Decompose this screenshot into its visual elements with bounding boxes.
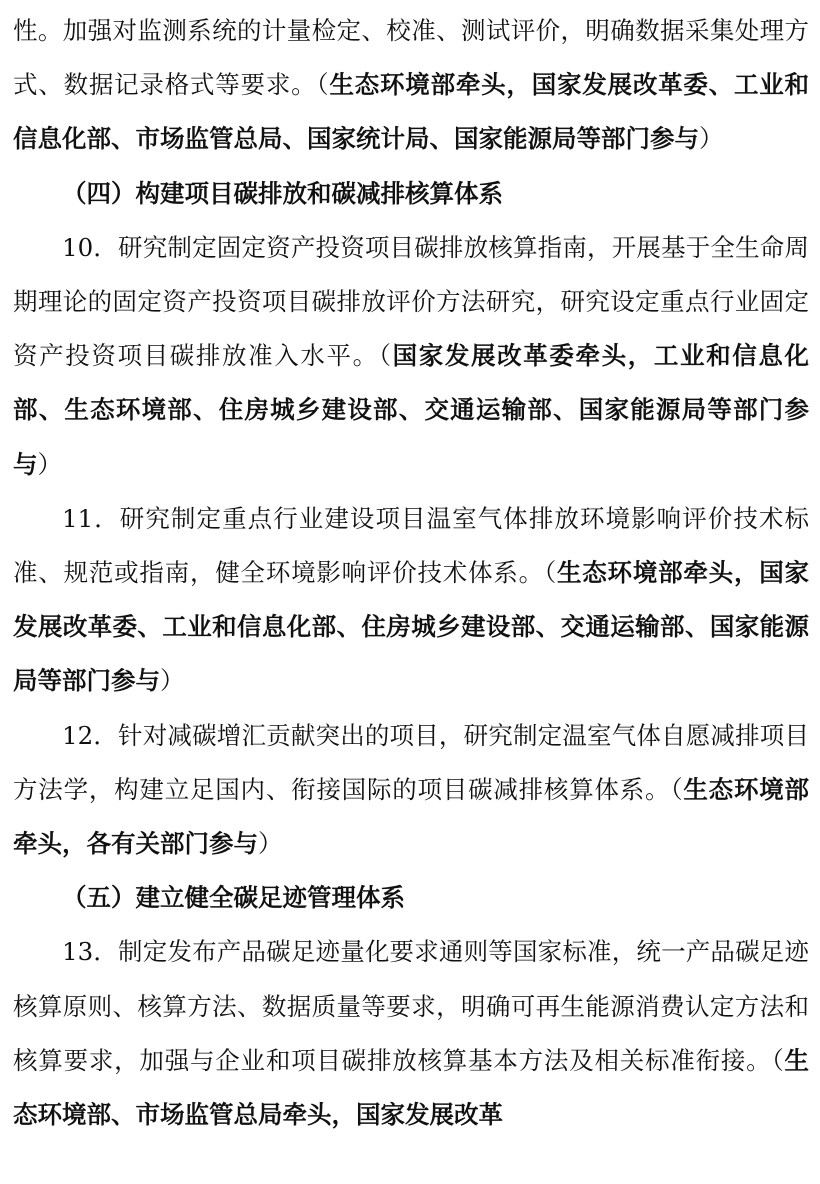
paragraph-item-10	[13, 221, 809, 492]
responsible-departments: 国家发展改革委牵头，工业和信息化部、生态环境部、住房城乡建设部、交通运输部、国家能源局等部门参与	[13, 341, 809, 479]
responsible-departments: 生态环境部牵头，国家发展改革委、工业和信息化部、市场监管总局、国家统计局、国家能源局等部门参与	[13, 70, 810, 154]
responsible-departments: 生态环境部牵头，各有关部门参与	[13, 774, 810, 859]
paren-close: ）	[258, 829, 283, 859]
paren-close: ）	[699, 124, 724, 154]
paragraph-item-13	[13, 925, 809, 1142]
paragraph-text: 12．针对减碳增汇贡献突出的项目，研究制定温室气体自愿减排项目方法学，构建立足国内、衔接国际的项目碳减排核算体系。	[13, 720, 809, 804]
paragraph-text: 11．研究制定重点行业建设项目温室气体排放环境影响评价技术标准、规范或指南，健全环境影响评价技术体系。	[13, 503, 809, 588]
section-heading-5: （五）建立健全碳足迹管理体系	[62, 883, 405, 913]
paragraph-text: 性。加强对监测系统的计量检定、校准、测试评价，明确数据采集处理方式、数据记录格式等要求。	[13, 16, 809, 100]
paren-open: （	[670, 774, 684, 804]
paren-close: ）	[37, 449, 62, 479]
responsible-departments: 生态环境部牵头，国家发展改革委、工业和信息化部、住房城乡建设部、交通运输部、国家能源局等部门参与	[13, 558, 810, 696]
paragraph-item-12	[13, 709, 809, 872]
paragraph-text: 13．制定发布产品碳足迹量化要求通则等国家标准，统一产品碳足迹核算原则、核算方法、数据质量等要求，明确可再生能源消费认定方法和核算要求，加强与企业和项目碳排放核算基本方法及相关标准衔接。	[13, 937, 809, 1075]
responsible-departments: 生态环境部、市场监管总局牵头，国家发展改革	[13, 1045, 810, 1130]
paragraph-item-11	[13, 492, 809, 709]
document-page	[13, 4, 809, 1142]
paren-open: （	[378, 341, 393, 371]
paren-close: ）	[160, 666, 185, 696]
section-heading-4: （四）构建项目碳排放和碳减排核算体系	[62, 178, 503, 208]
paren-open: （	[316, 70, 330, 100]
paragraph-text: 10．研究制定固定资产投资项目碳排放核算指南，开展基于全生命周期理论的固定资产投资项目碳排放评价方法研究，研究设定重点行业固定资产投资项目碳排放准入水平。	[13, 232, 809, 371]
paren-open: （	[543, 558, 557, 588]
paragraph-monitoring-continued	[13, 4, 809, 167]
paren-open: （	[771, 1045, 785, 1075]
